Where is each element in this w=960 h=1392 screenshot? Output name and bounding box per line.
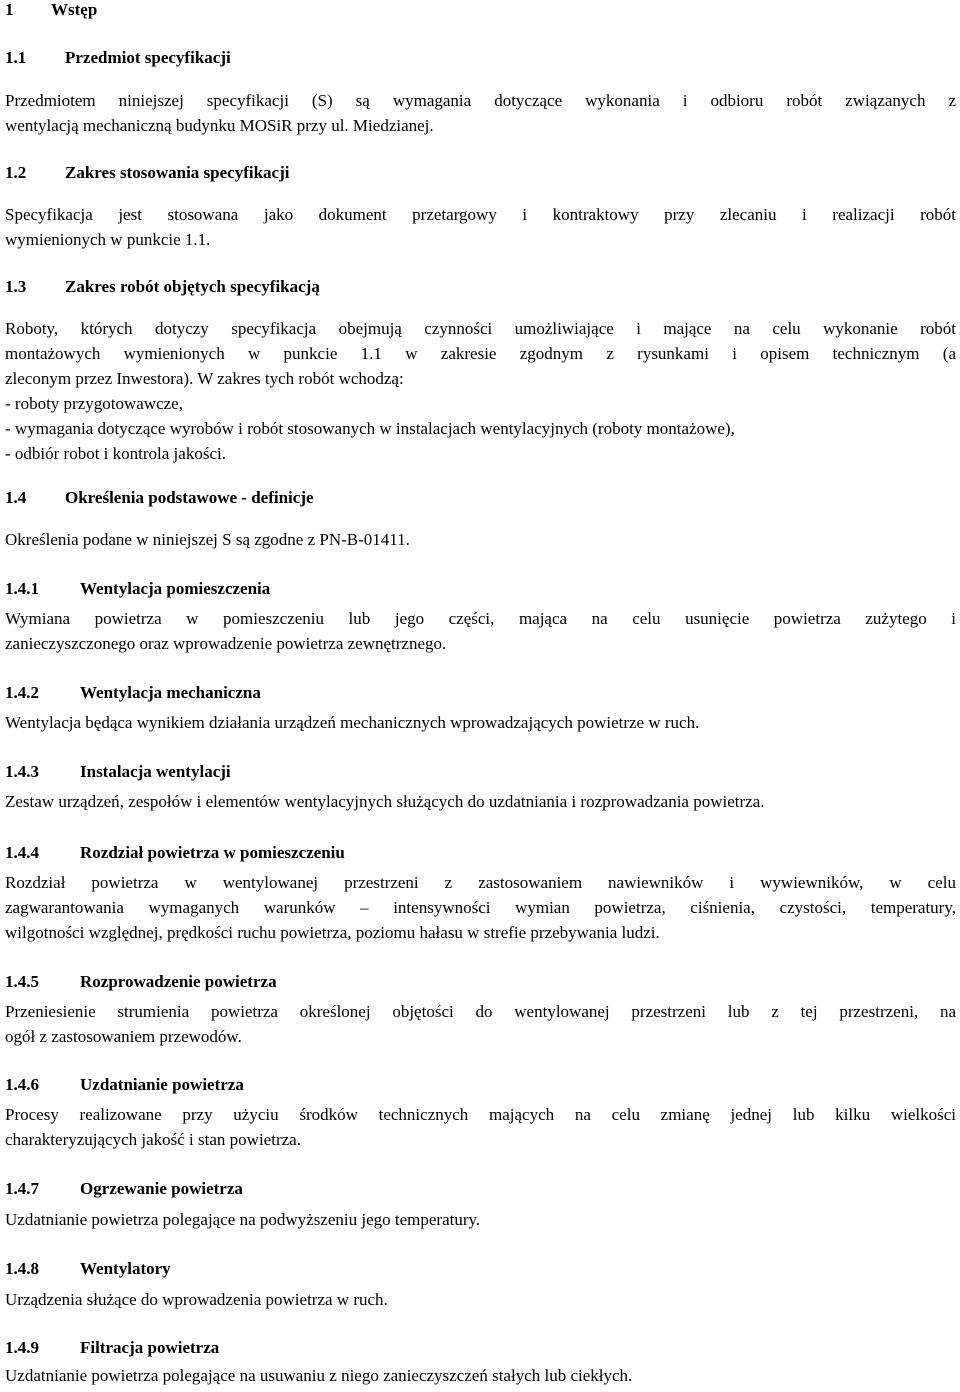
heading-number: 1.4.5 xyxy=(5,972,39,991)
paragraph-1-4-6 xyxy=(5,1102,956,1152)
heading-title: Przedmiot specyfikacji xyxy=(65,48,231,67)
paragraph-1-2 xyxy=(5,202,956,252)
heading-number: 1.2 xyxy=(5,163,27,182)
heading-number: 1.4.1 xyxy=(5,579,39,598)
paragraph-line: ogół z zastosowaniem przewodów. xyxy=(5,1027,242,1046)
paragraph-line: Procesy realizowane przy użyciu środków technicznych mających na celu zmianę jednej lub kilku wielkości xyxy=(5,1105,956,1124)
heading-title: Wentylacja pomieszczenia xyxy=(80,579,271,598)
paragraph-line: zagwarantowania wymaganych warunków – intensywności wymian powietrza, ciśnienia, czystości, temperatury, xyxy=(5,898,956,917)
paragraph-line: Uzdatnianie powietrza polegające na podwyższeniu jego temperatury. xyxy=(5,1210,481,1229)
paragraph-line: Zestaw urządzeń, zespołów i elementów wentylacyjnych służących do uzdatniania i rozprowadzania powietrza. xyxy=(5,792,765,811)
paragraph-1-4-8 xyxy=(5,1287,956,1312)
heading-1-4-1 xyxy=(5,579,270,599)
heading-number: 1.4.2 xyxy=(5,683,39,702)
paragraph-line: Roboty, których dotyczy specyfikacja obejmują czynności umożliwiające i mające na celu wykonanie robót xyxy=(5,319,956,338)
heading-title: Zakres robót objętych specyfikacją xyxy=(65,277,320,296)
paragraph-1-4-7 xyxy=(5,1207,956,1232)
heading-title: Instalacja wentylacji xyxy=(80,762,231,781)
heading-title: Wstęp xyxy=(51,0,98,19)
paragraph-line: Wymiana powietrza w pomieszczeniu lub jego części, mająca na celu usunięcie powietrza zużytego i xyxy=(5,609,956,628)
heading-1-4 xyxy=(5,488,314,508)
heading-number: 1.3 xyxy=(5,277,27,296)
heading-number: 1.4.3 xyxy=(5,762,39,781)
heading-number: 1 xyxy=(5,0,14,19)
paragraph-line: zleconym przez Inwestora). W zakres tych robót wchodzą: xyxy=(5,369,404,388)
heading-number: 1.4.6 xyxy=(5,1075,39,1094)
heading-1-4-3 xyxy=(5,762,231,782)
heading-1-4-7 xyxy=(5,1179,243,1199)
paragraph-line: Rozdział powietrza w wentylowanej przestrzeni z zastosowaniem nawiewników i wywiewników, w celu xyxy=(5,873,956,892)
heading-1-3 xyxy=(5,277,320,297)
paragraph-1-4-4 xyxy=(5,870,956,945)
heading-title: Wentylatory xyxy=(80,1259,171,1278)
heading-number: 1.4.9 xyxy=(5,1338,39,1357)
heading-title: Zakres stosowania specyfikacji xyxy=(65,163,290,182)
heading-title: Określenia podstawowe - definicje xyxy=(65,488,314,507)
heading-1-4-2 xyxy=(5,683,261,703)
heading-title: Ogrzewanie powietrza xyxy=(80,1179,243,1198)
heading-1-4-4 xyxy=(5,843,345,863)
paragraph-1-3 xyxy=(5,316,956,466)
paragraph-1-1 xyxy=(5,88,956,138)
paragraph-line: Przeniesienie strumienia powietrza określonej objętości do wentylowanej przestrzeni lub z tej przestrzeni, na xyxy=(5,1002,956,1021)
paragraph-line: zanieczyszczonego oraz wprowadzenie powietrza zewnętrznego. xyxy=(5,634,447,653)
paragraph-line: wymienionych w punkcie 1.1. xyxy=(5,230,211,249)
paragraph-1-4-1 xyxy=(5,606,956,656)
heading-1-4-5 xyxy=(5,972,277,992)
paragraph-1-4 xyxy=(5,527,956,552)
paragraph-line: Przedmiotem niniejszej specyfikacji (S) są wymagania dotyczące wykonania i odbioru robót związanych z xyxy=(5,91,956,110)
paragraph-line: Wentylacja będąca wynikiem działania urządzeń mechanicznych wprowadzających powietrze w ruch. xyxy=(5,713,700,732)
paragraph-line: charakteryzujących jakość i stan powietrza. xyxy=(5,1130,301,1149)
heading-title: Rozprowadzenie powietrza xyxy=(80,972,277,991)
paragraph-line: Uzdatnianie powietrza polegające na usuwaniu z niego zanieczyszczeń stałych lub ciekłych. xyxy=(5,1366,633,1385)
list-item: - odbiór robot i kontrola jakości. xyxy=(5,444,226,463)
heading-number: 1.4 xyxy=(5,488,27,507)
paragraph-1-4-9 xyxy=(5,1363,956,1388)
heading-1-4-8 xyxy=(5,1259,171,1279)
heading-title: Wentylacja mechaniczna xyxy=(80,683,261,702)
heading-1-4-9 xyxy=(5,1338,219,1358)
paragraph-line: Urządzenia służące do wprowadzenia powietrza w ruch. xyxy=(5,1290,388,1309)
heading-number: 1.1 xyxy=(5,48,27,67)
heading-1-1 xyxy=(5,48,231,68)
paragraph-1-4-3 xyxy=(5,789,956,814)
heading-title: Uzdatnianie powietrza xyxy=(80,1075,244,1094)
heading-title: Rozdział powietrza w pomieszczeniu xyxy=(80,843,345,862)
heading-number: 1.4.4 xyxy=(5,843,39,862)
paragraph-line: Specyfikacja jest stosowana jako dokument przetargowy i kontraktowy przy zlecaniu i realizacji robót xyxy=(5,205,956,224)
paragraph-line: wilgotności względnej, prędkości ruchu powietrza, poziomu hałasu w strefie przebywania ludzi. xyxy=(5,923,660,942)
heading-1 xyxy=(5,0,97,20)
paragraph-line: wentylacją mechaniczną budynku MOSiR przy ul. Miedzianej. xyxy=(5,116,434,135)
heading-title: Filtracja powietrza xyxy=(80,1338,220,1357)
list-item: - wymagania dotyczące wyrobów i robót stosowanych w instalacjach wentylacyjnych (roboty montażowe), xyxy=(5,419,735,438)
heading-number: 1.4.8 xyxy=(5,1259,39,1278)
paragraph-1-4-5 xyxy=(5,999,956,1049)
paragraph-1-4-2 xyxy=(5,710,956,735)
heading-1-2 xyxy=(5,163,289,183)
paragraph-line: montażowych wymienionych w punkcie 1.1 w zakresie zgodnym z rysunkami i opisem technicznym (a xyxy=(5,344,956,363)
heading-number: 1.4.7 xyxy=(5,1179,39,1198)
list-item: - roboty przygotowawcze, xyxy=(5,394,183,413)
heading-1-4-6 xyxy=(5,1075,244,1095)
paragraph-line: Określenia podane w niniejszej S są zgodne z PN-B-01411. xyxy=(5,530,410,549)
